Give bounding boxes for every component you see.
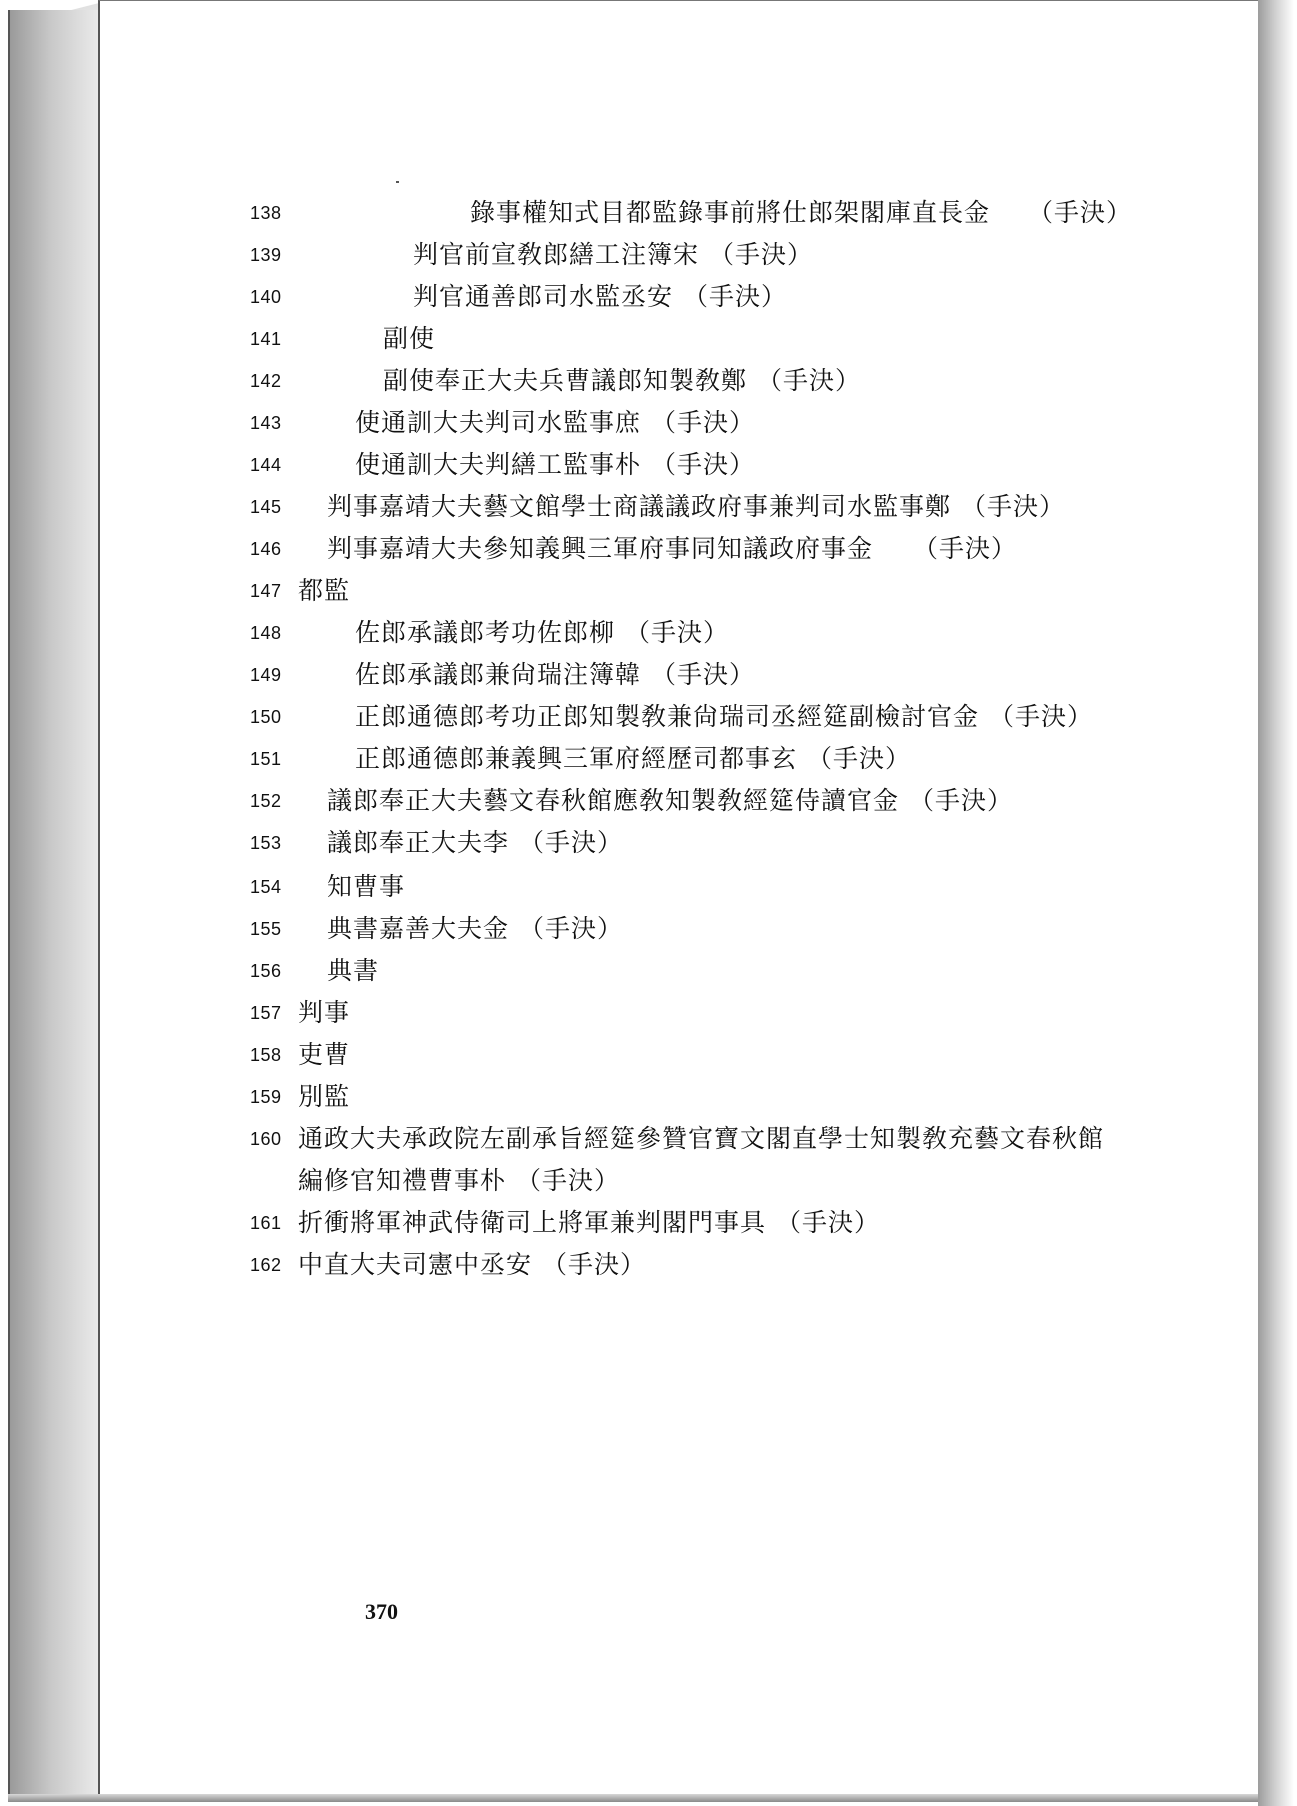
signature-mark: （手決） xyxy=(961,492,1066,521)
list-item xyxy=(100,863,1260,903)
line-number: 154 xyxy=(250,877,282,897)
list-item xyxy=(100,273,1260,313)
line-text: 中直大夫司憲中丞安 （手決） xyxy=(298,1250,647,1279)
book-page xyxy=(98,0,1258,1796)
line-number: 145 xyxy=(250,497,282,517)
line-text: 判官前宣敎郎繕工注簿宋 （手決） xyxy=(413,240,814,269)
signature-mark: （手決） xyxy=(542,1250,647,1279)
line-number: 156 xyxy=(250,961,282,981)
list-item xyxy=(100,399,1260,439)
signature-mark: （手決） xyxy=(1028,198,1133,227)
signature-mark: （手決） xyxy=(651,408,756,437)
list-item xyxy=(100,1073,1260,1113)
line-text: 判事 xyxy=(298,998,351,1027)
line-number: 151 xyxy=(250,749,282,769)
line-text: 判事嘉靖大夫藝文館學士商議議政府事兼判司水監事鄭 （手決） xyxy=(327,492,1066,521)
line-number: 139 xyxy=(250,245,282,265)
line-text: 通政大夫承政院左副承旨經筵參贊官寶文閣直學士知製敎充藝文春秋館 xyxy=(298,1124,1105,1153)
line-number: 155 xyxy=(250,919,282,939)
list-item xyxy=(100,777,1260,817)
line-text: 副使 xyxy=(383,324,436,353)
signature-mark: （手決） xyxy=(516,1166,621,1195)
list-item xyxy=(100,609,1260,649)
list-item xyxy=(100,819,1260,859)
line-text: 典書 xyxy=(327,956,380,985)
line-text: 編修官知禮曹事朴 （手決） xyxy=(298,1166,621,1195)
list-item xyxy=(100,483,1260,523)
page-right-shadow xyxy=(1258,0,1294,1806)
line-number: 157 xyxy=(250,1003,282,1023)
line-text: 正郎通德郎兼義興三軍府經歷司都事玄 （手決） xyxy=(355,744,912,773)
list-item xyxy=(100,651,1260,691)
book-bottom-edge xyxy=(8,1794,1258,1802)
line-text: 正郎通德郎考功正郎知製敎兼尙瑞司丞經筵副檢討官金 （手決） xyxy=(355,702,1094,731)
line-text: 知曹事 xyxy=(327,872,406,901)
line-text: 判官通善郎司水監丞安 （手決） xyxy=(413,282,788,311)
list-item xyxy=(100,525,1260,565)
list-item xyxy=(100,735,1260,775)
signature-mark: （手決） xyxy=(757,366,862,395)
ink-speck xyxy=(396,181,399,183)
list-item xyxy=(100,315,1260,355)
list-item xyxy=(100,1241,1260,1281)
line-text: 錄事權知式目都監錄事前將仕郎架閣庫直長金 （手決） xyxy=(470,198,1133,227)
signature-mark: （手決） xyxy=(913,534,1018,563)
book-left-edge xyxy=(8,10,102,1796)
list-item xyxy=(100,567,1260,607)
signature-mark: （手決） xyxy=(776,1208,881,1237)
line-number: 159 xyxy=(250,1087,282,1107)
line-number: 153 xyxy=(250,833,282,853)
line-number: 161 xyxy=(250,1213,282,1233)
line-text: 議郎奉正大夫李 （手決） xyxy=(327,828,624,857)
signature-mark: （手決） xyxy=(625,618,730,647)
line-text: 典書嘉善大夫金 （手決） xyxy=(327,914,624,943)
line-text: 判事嘉靖大夫參知義興三軍府事同知議政府事金 （手決） xyxy=(327,534,1018,563)
signature-mark: （手決） xyxy=(709,240,814,269)
signature-mark: （手決） xyxy=(519,828,624,857)
list-item xyxy=(100,1031,1260,1071)
line-number: 144 xyxy=(250,455,282,475)
line-text: 佐郎承議郎兼尙瑞注簿韓 （手決） xyxy=(355,660,756,689)
list-item xyxy=(100,441,1260,481)
line-number: 150 xyxy=(250,707,282,727)
line-text: 佐郎承議郎考功佐郎柳 （手決） xyxy=(355,618,730,647)
line-text: 使通訓大夫判繕工監事朴 （手決） xyxy=(355,450,756,479)
line-text: 使通訓大夫判司水監事庶 （手決） xyxy=(355,408,756,437)
list-item xyxy=(100,1115,1260,1155)
signature-mark: （手決） xyxy=(651,660,756,689)
list-item xyxy=(100,1199,1260,1239)
list-item xyxy=(100,189,1260,229)
line-text: 副使奉正大夫兵曹議郎知製敎鄭 （手決） xyxy=(383,366,862,395)
list-item xyxy=(100,989,1260,1029)
signature-mark: （手決） xyxy=(651,450,756,479)
signature-mark: （手決） xyxy=(989,702,1094,731)
line-number: 141 xyxy=(250,329,282,349)
line-number: 142 xyxy=(250,371,282,391)
line-number: 147 xyxy=(250,581,282,601)
line-number: 140 xyxy=(250,287,282,307)
signature-mark: （手決） xyxy=(807,744,912,773)
signature-mark: （手決） xyxy=(519,914,624,943)
list-item xyxy=(100,357,1260,397)
line-text: 別監 xyxy=(298,1082,351,1111)
line-number: 138 xyxy=(250,203,282,223)
line-number: 152 xyxy=(250,791,282,811)
signature-mark: （手決） xyxy=(683,282,788,311)
line-text: 吏曹 xyxy=(298,1040,351,1069)
line-number: 148 xyxy=(250,623,282,643)
page-number: 370 xyxy=(365,1599,398,1624)
line-number: 149 xyxy=(250,665,282,685)
line-number: 158 xyxy=(250,1045,282,1065)
signature-mark: （手決） xyxy=(909,786,1014,815)
list-item xyxy=(100,693,1260,733)
list-item xyxy=(100,1157,1260,1197)
line-text: 議郎奉正大夫藝文春秋館應敎知製敎經筵侍讀官金 （手決） xyxy=(327,786,1014,815)
line-number: 162 xyxy=(250,1255,282,1275)
line-number: 160 xyxy=(250,1129,282,1149)
line-text: 都監 xyxy=(298,576,351,605)
line-number: 146 xyxy=(250,539,282,559)
line-text: 折衝將軍神武侍衛司上將軍兼判閣門事具 （手決） xyxy=(298,1208,881,1237)
list-item xyxy=(100,231,1260,271)
list-item xyxy=(100,947,1260,987)
list-item xyxy=(100,905,1260,945)
line-number: 143 xyxy=(250,413,282,433)
